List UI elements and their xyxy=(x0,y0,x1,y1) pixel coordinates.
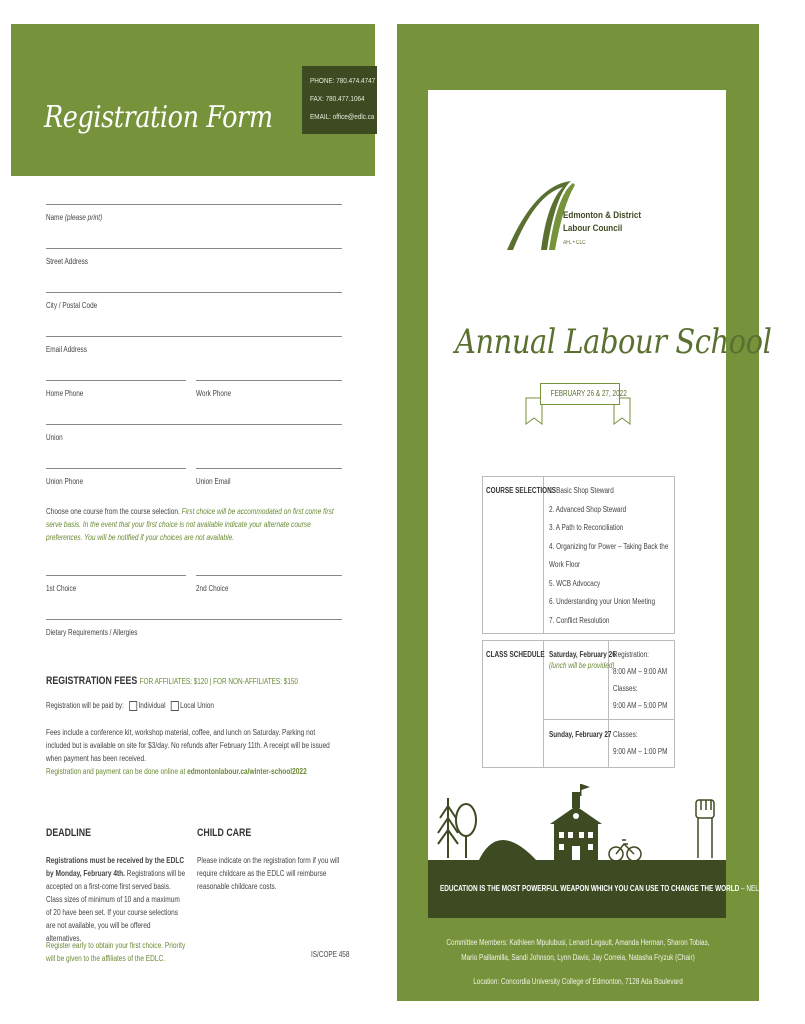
work-phone-field[interactable] xyxy=(196,380,342,381)
org-sub: AFL • CLC xyxy=(563,240,586,246)
dietary-field[interactable] xyxy=(46,619,342,620)
deadline-text: Registrations must be received by the EDLC by Monday, February 4th. Registrations will be accepted on a first-come first served basis. Class sizes of minimum of 10 and a maximum of 20 have been set. If your course selections are not available, you will be offered alternatives. xyxy=(46,856,186,943)
deadline-heading: DEADLINE xyxy=(46,827,91,839)
name-label: Name (please print) xyxy=(46,213,103,222)
form-title: Registration Form xyxy=(44,100,273,135)
email-field[interactable] xyxy=(46,336,342,337)
course-item: 2. Advanced Shop Steward xyxy=(549,504,627,514)
name-field[interactable] xyxy=(46,204,342,205)
contact-fax: FAX: 780.477.1064 xyxy=(310,94,365,103)
first-choice-field[interactable] xyxy=(46,575,186,576)
contact-box xyxy=(302,66,377,134)
second-choice-field[interactable] xyxy=(196,575,342,576)
org-name: Edmonton & District Labour Council xyxy=(563,210,642,234)
quote-text: EDUCATION IS THE MOST POWERFUL WEAPON WHICH YOU CAN USE TO CHANGE THE WORLD – NELSON MANDELA xyxy=(440,884,805,893)
register-early: Register early to obtain your first choice. Priority will be given to the affiliates of the EDLC. xyxy=(46,941,186,963)
dietary-label: Dietary Requirements / Allergies xyxy=(46,628,138,637)
course-divider xyxy=(543,476,544,634)
childcare-text: Please indicate on the registration form if you will require childcare as the EDLC will reimburse reasonable childcare costs. xyxy=(197,856,340,891)
paid-by-row: Registration will be paid by: Individual Local Union xyxy=(46,701,214,711)
union-email-label: Union Email xyxy=(196,477,231,486)
union-phone-field[interactable] xyxy=(46,468,186,469)
home-phone-field[interactable] xyxy=(46,380,186,381)
contact-phone: PHONE: 780.474.4747 xyxy=(310,76,376,85)
course-item: 3. A Path to Reconciliation xyxy=(549,523,624,532)
city-label: City / Postal Code xyxy=(46,301,98,310)
course-label: COURSE SELECTIONS xyxy=(486,486,557,495)
school-title: Annual Labour School xyxy=(455,322,772,362)
fees-detail: FOR AFFILIATES: $120 | FOR NON-AFFILIATES: $150 xyxy=(139,677,298,686)
second-choice-label: 2nd Choice xyxy=(196,584,229,593)
street-label: Street Address xyxy=(46,257,88,266)
course-item: 6. Understanding your Union Meeting xyxy=(549,597,656,606)
course-item: 1. Basic Shop Steward xyxy=(549,486,614,495)
online-registration: Registration and payment can be done online at edmontonlabour.ca/winter-school2022 xyxy=(46,767,307,776)
committee-line-1: Committee Members: Kathleen Mpulubusi, Lenard Legault, Amanda Herman, Sharon Tobias, xyxy=(446,938,710,947)
saturday-label: Saturday, February 26 xyxy=(549,650,616,659)
union-label: Union xyxy=(46,433,63,442)
sunday-times: Classes: 9:00 AM – 1:00 PM xyxy=(613,730,668,756)
saturday-times: Registration: 8:00 AM – 9:00 AM Classes: 9:00 AM – 5:00 PM xyxy=(613,650,668,710)
city-field[interactable] xyxy=(46,292,342,293)
course-item: 5. WCB Advocacy xyxy=(549,578,601,588)
childcare-heading: CHILD CARE xyxy=(197,827,252,839)
course-list xyxy=(549,482,698,630)
skyline-illustration-icon xyxy=(428,778,726,862)
location-text: Location: Concordia University College of Edmonton, 7128 Ada Boulevard xyxy=(473,977,683,986)
work-phone-label: Work Phone xyxy=(196,389,232,398)
union-phone-label: Union Phone xyxy=(46,477,84,486)
first-choice-label: 1st Choice xyxy=(46,584,77,593)
course-item: 4. Organizing for Power – Taking Back the xyxy=(549,541,669,551)
course-item: Work Floor xyxy=(549,560,581,569)
union-bug: IS/COPE 458 xyxy=(311,950,350,959)
local-union-checkbox[interactable] xyxy=(171,701,179,711)
home-phone-label: Home Phone xyxy=(46,389,84,398)
course-item: 7. Conflict Resolution xyxy=(549,615,610,625)
union-field[interactable] xyxy=(46,424,342,425)
schedule-label: CLASS SCHEDULE xyxy=(486,650,545,659)
individual-checkbox[interactable] xyxy=(129,701,137,711)
saturday-note: (lunch will be provided) xyxy=(549,661,615,670)
schedule-divider xyxy=(543,719,675,720)
date-banner: FEBRUARY 26 & 27, 2022 xyxy=(540,383,620,405)
online-link[interactable]: edmontonlabour.ca/winter-school2022 xyxy=(187,767,307,776)
fees-include: Fees include a conference kit, workshop material, coffee, and lunch on Saturday. Parking not included but is available on site for $3/day. No refunds after February 11th. A receipt will be issued when payment has been received. xyxy=(46,728,330,763)
email-label: Email Address xyxy=(46,345,87,354)
contact-email: EMAIL: office@edlc.ca xyxy=(310,112,375,121)
committee-line-2: Mario Paillamilla, Sandi Johnson, Lynn Davis, Jay Correia, Natasha Fryzuk (Chair) xyxy=(461,953,695,962)
sunday-label: Sunday, February 27 xyxy=(549,730,612,739)
course-instructions: Choose one course from the course selection. First choice will be accommodated on first come first serve basis. In the event that your first choice is not available indicate your alternate course preferences. You will be notified if your choices are not available. xyxy=(46,507,334,542)
fees-heading: REGISTRATION FEES FOR AFFILIATES: $120 | FOR NON-AFFILIATES: $150 xyxy=(46,675,298,687)
schedule-divider xyxy=(543,640,544,768)
street-field[interactable] xyxy=(46,248,342,249)
union-email-field[interactable] xyxy=(196,468,342,469)
